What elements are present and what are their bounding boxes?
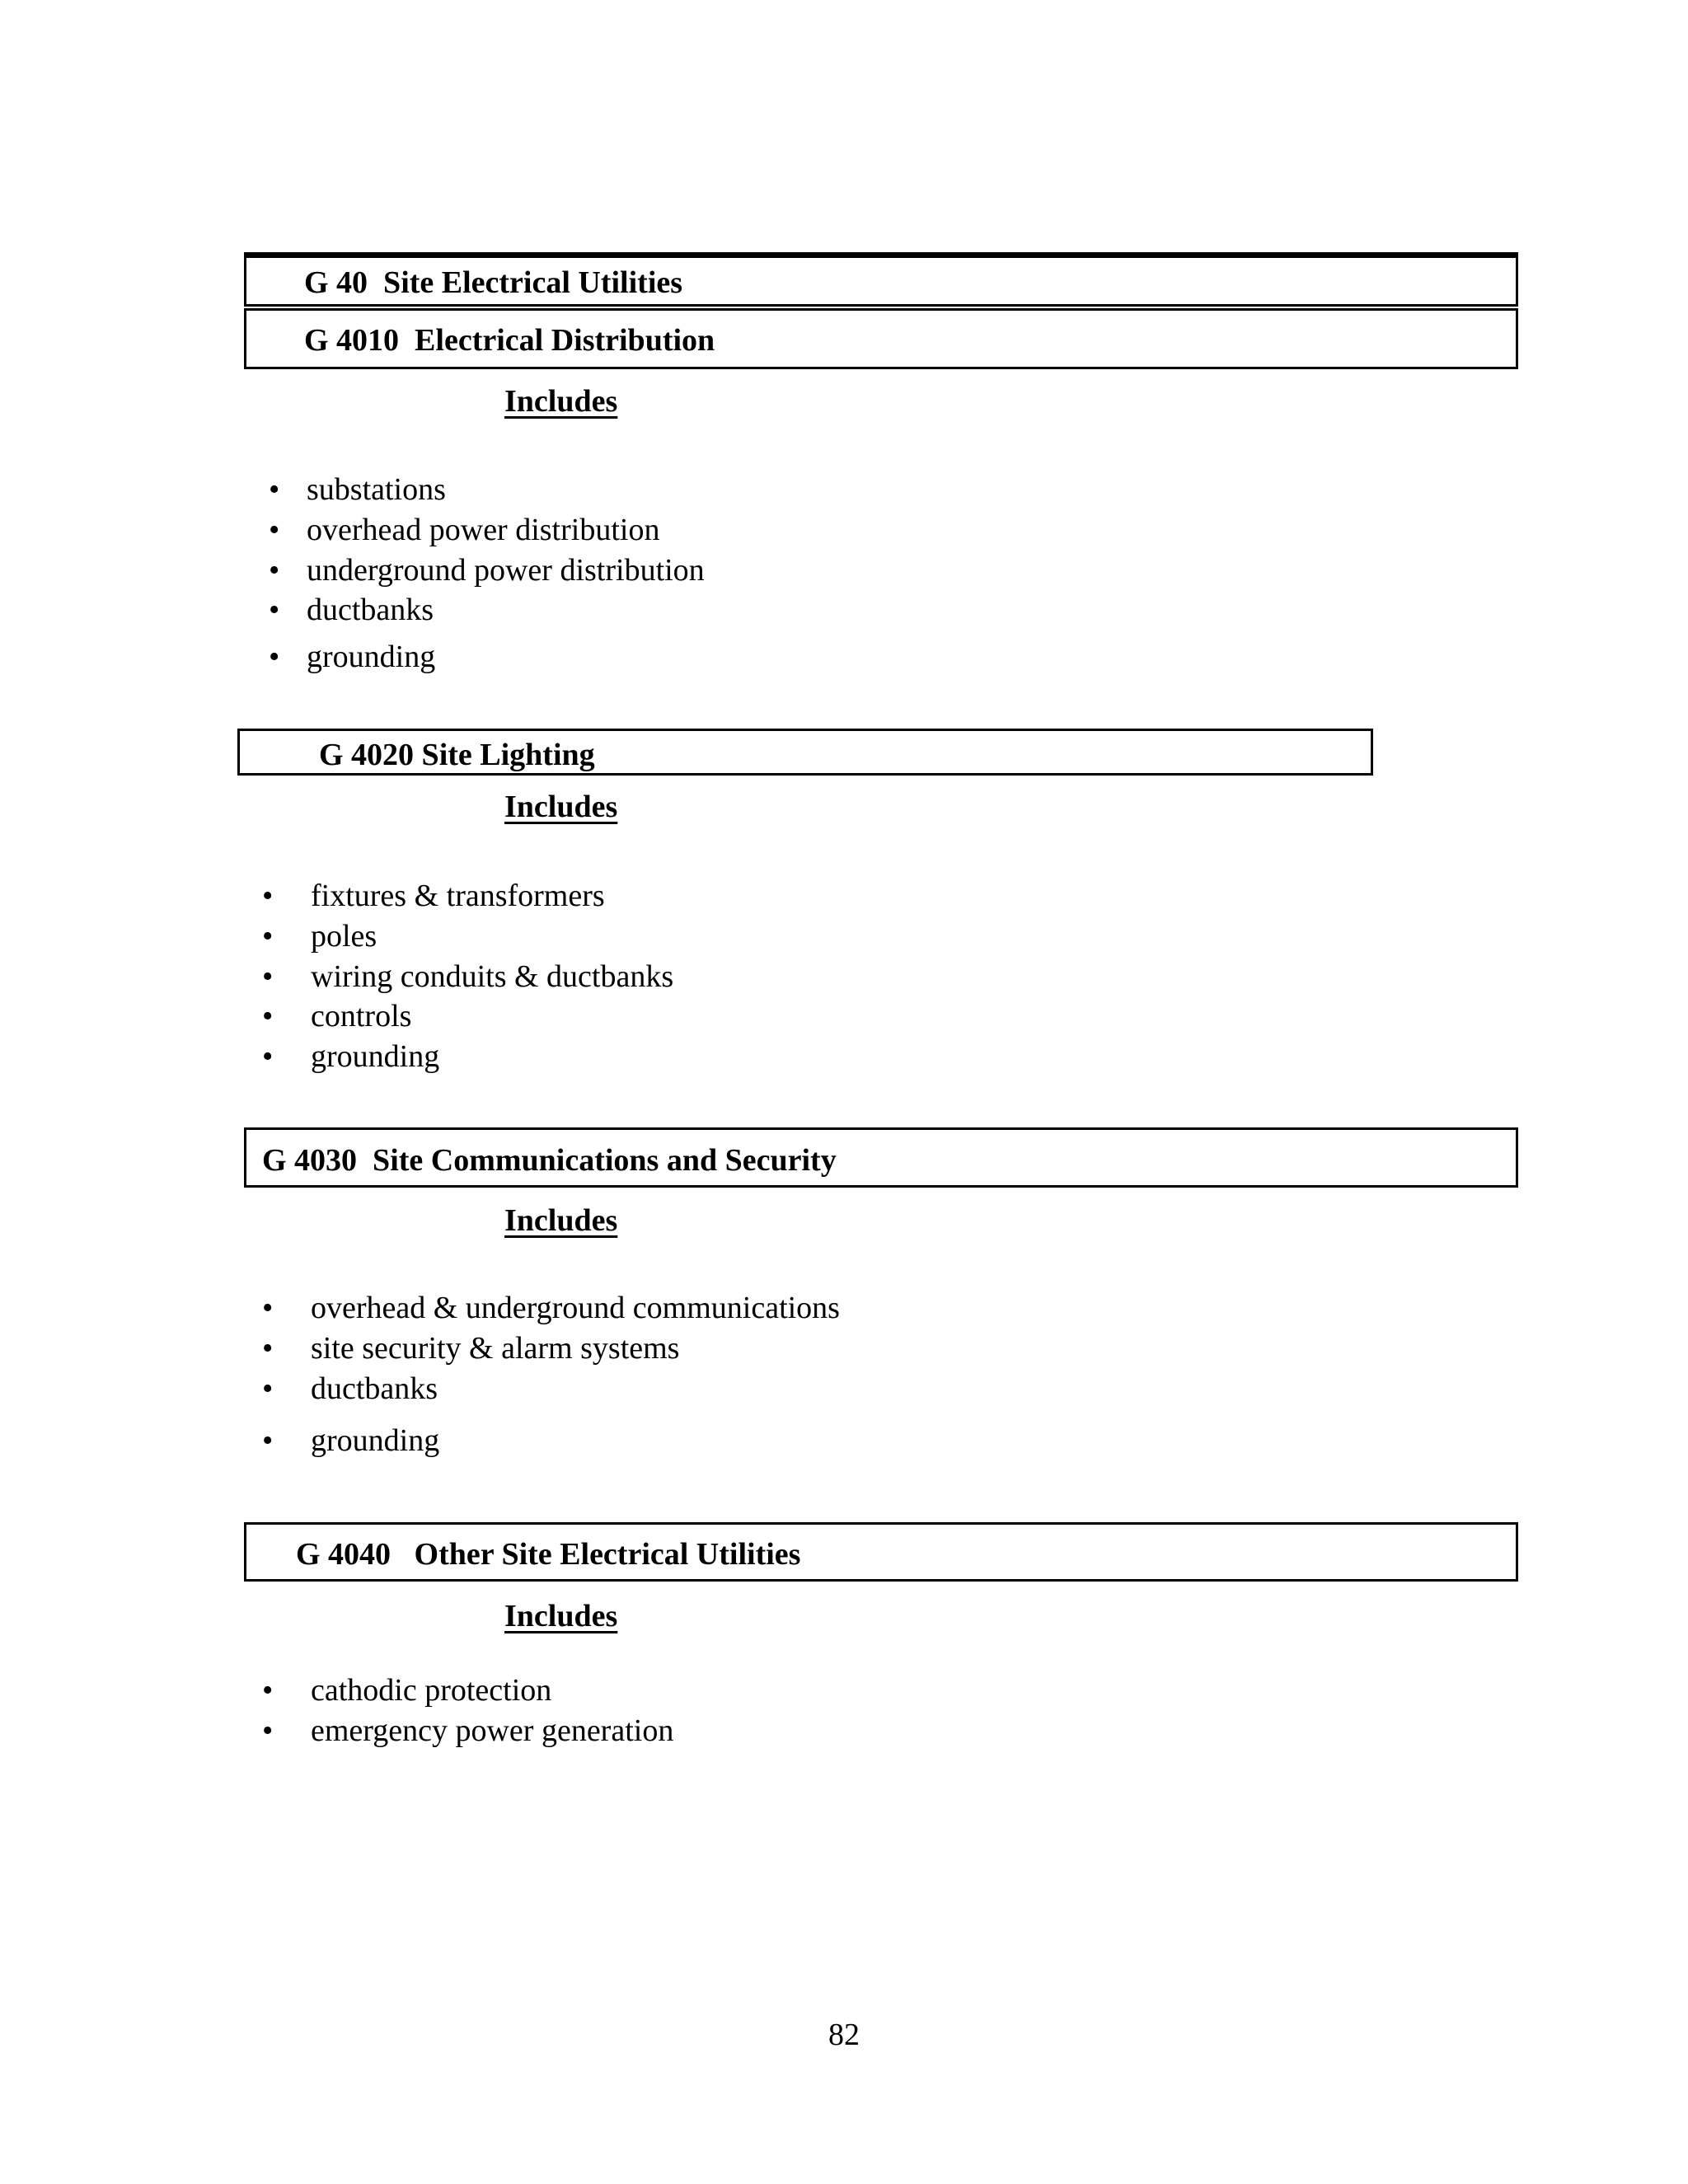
list-item-text: ductbanks — [307, 593, 434, 627]
bullet-icon: • — [262, 1371, 274, 1406]
list-item-text: site security & alarm systems — [311, 1331, 680, 1366]
includes-label-g4020: Includes — [504, 790, 618, 824]
section-header-g4020 — [237, 729, 1373, 776]
list-item-text: grounding — [311, 1039, 440, 1074]
bullet-icon: • — [269, 553, 280, 588]
bullet-icon: • — [269, 640, 280, 674]
list-item-text: ductbanks — [311, 1371, 438, 1406]
bullet-icon: • — [269, 593, 280, 627]
bullet-icon: • — [262, 1331, 274, 1366]
list-item-text: wiring conduits & ductbanks — [311, 959, 674, 994]
section-title-g4010: G 4010 Electrical Distribution — [304, 323, 715, 358]
list-item-text: substations — [307, 472, 446, 507]
section-header-g4040 — [244, 1522, 1518, 1582]
list-item-text: grounding — [311, 1423, 440, 1458]
bullet-icon: • — [262, 1039, 274, 1074]
section-title-g4040: G 4040 Other Site Electrical Utilities — [296, 1537, 801, 1572]
bullet-icon: • — [262, 959, 274, 994]
section-title-g4020: G 4020 Site Lighting — [319, 738, 595, 772]
section-header-g4010 — [244, 308, 1518, 369]
list-item-text: fixtures & transformers — [311, 879, 605, 913]
bullet-icon: • — [262, 1423, 274, 1458]
list-item-text: overhead & underground communications — [311, 1291, 840, 1325]
list-item-text: underground power distribution — [307, 553, 705, 588]
section-header-g40 — [244, 252, 1518, 307]
section-title-g40: G 40 Site Electrical Utilities — [304, 265, 683, 300]
list-item-text: emergency power generation — [311, 1713, 674, 1748]
list-item-text: poles — [311, 919, 377, 954]
list-item-text: controls — [311, 999, 412, 1033]
bullet-icon: • — [262, 879, 274, 913]
section-title-g4030: G 4030 Site Communications and Security — [262, 1143, 837, 1178]
bullet-icon: • — [262, 1673, 274, 1708]
list-item-text: grounding — [307, 640, 436, 674]
bullet-icon: • — [262, 1713, 274, 1748]
section-header-g4030 — [244, 1127, 1518, 1188]
includes-label-g4040: Includes — [504, 1599, 618, 1633]
bullet-icon: • — [269, 472, 280, 507]
page-number: 82 — [828, 2018, 860, 2052]
includes-label-g4030: Includes — [504, 1203, 618, 1238]
bullet-icon: • — [262, 1291, 274, 1325]
bullet-icon: • — [262, 999, 274, 1033]
bullet-icon: • — [262, 919, 274, 954]
list-item-text: overhead power distribution — [307, 513, 660, 547]
bullet-icon: • — [269, 513, 280, 547]
includes-label-g4010: Includes — [504, 384, 618, 419]
list-item-text: cathodic protection — [311, 1673, 552, 1708]
